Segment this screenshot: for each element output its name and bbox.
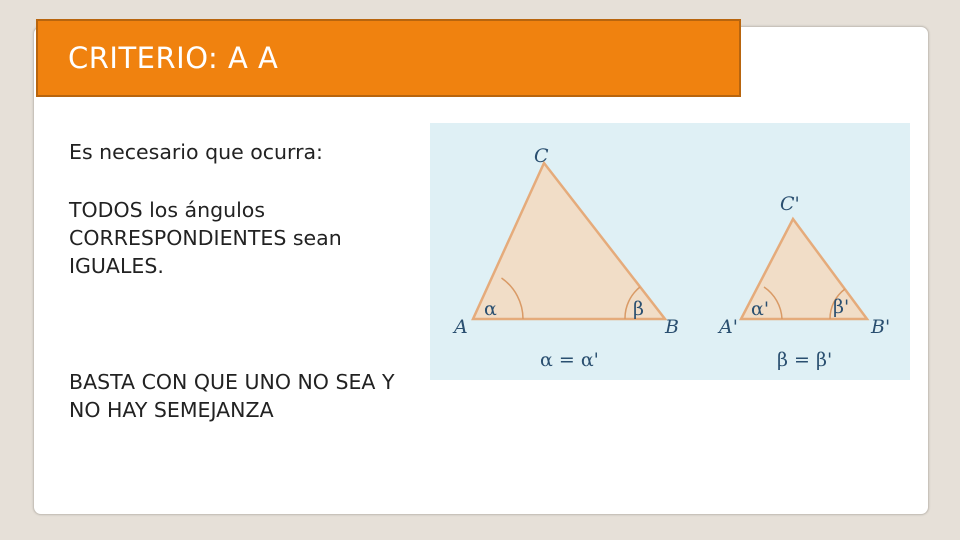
equation-alpha: α = α' [540,349,599,371]
paragraph-intro: Es necesario que ocurra: [69,140,323,164]
similar-triangles-figure [430,123,910,380]
vertex-b-label: B [665,316,679,338]
angle-beta-prime-label: β' [833,296,850,318]
paragraph-condition: TODOS los ángulos CORRESPONDIENTES sean IGUALES. [69,198,342,278]
vertex-b-prime-label: B' [871,316,891,338]
vertex-a-prime-label: A' [719,316,738,338]
vertex-a-label: A [454,316,468,338]
figure-background [430,123,910,380]
paragraph-note: BASTA CON QUE UNO NO SEA Y NO HAY SEMEJANZA [69,370,395,422]
angle-beta-label: β [633,298,644,320]
equation-beta: β = β' [777,349,833,371]
angle-alpha-label: α [484,298,497,320]
title-bar [36,19,741,97]
vertex-c-prime-label: C' [780,193,800,215]
vertex-c-label: C [534,145,549,167]
slide-title: CRITERIO: A A [68,41,279,75]
angle-alpha-prime-label: α' [751,298,770,320]
